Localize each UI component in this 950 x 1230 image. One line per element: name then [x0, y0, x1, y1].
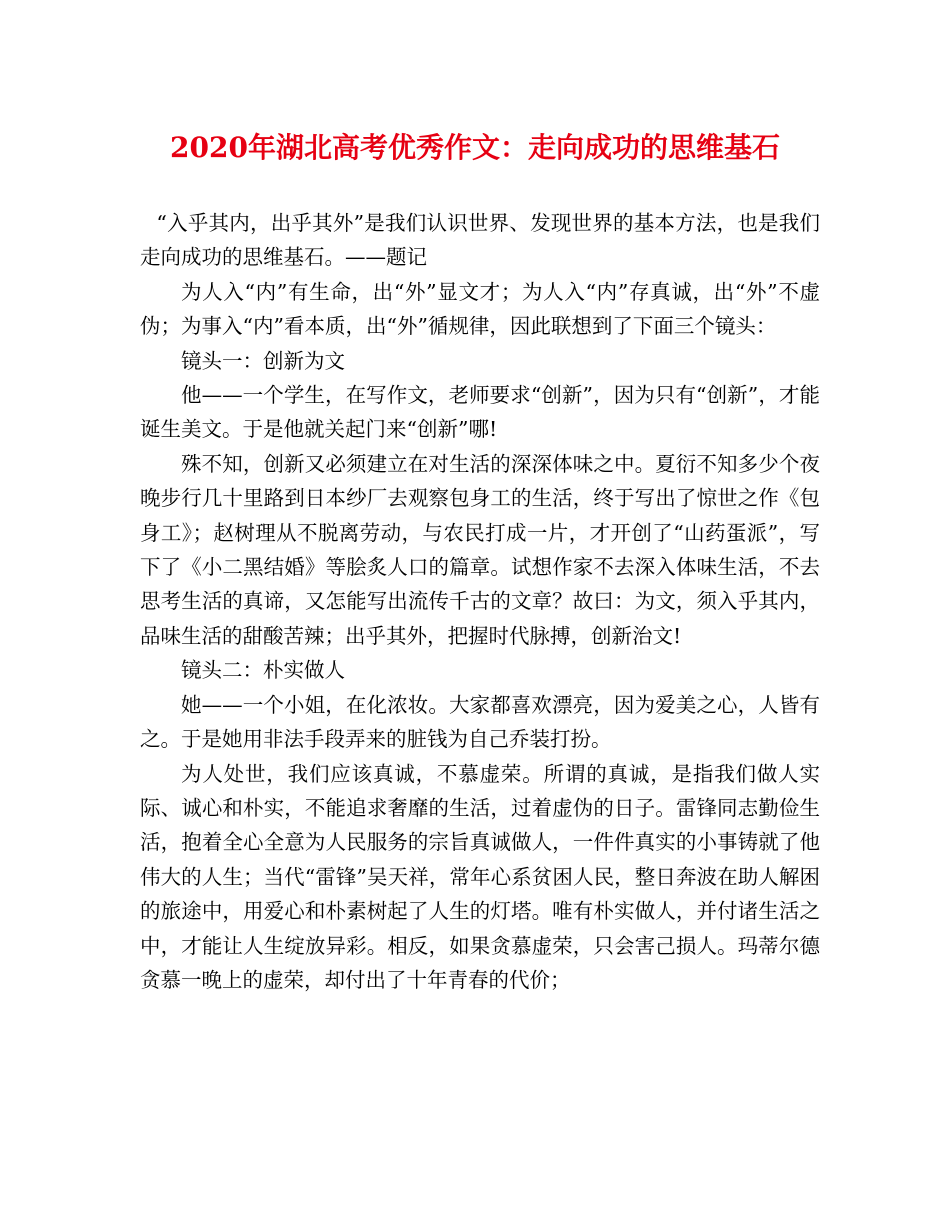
- paragraph-epigraph: “入乎其内，出乎其外”是我们认识世界、发现世界的基本方法，也是我们走向成功的思维基石。——题记: [140, 211, 820, 270]
- paragraph: 殊不知，创新又必须建立在对生活的深深体味之中。夏衍不知多少个夜晚步行几十里路到日本纱厂去观察包身工的生活，终于写出了惊世之作《包身工》；赵树理从不脱离劳动，与农民打成一片，才开创了“山药蛋派”，写下了《小二黑结婚》等脍炙人口的篇章。试想作家不去深入体味生活，不去思考生活的真谛，又怎能写出流传千古的文章？故曰：为文，须入乎其内，品味生活的甜酸苦辣；出乎其外，把握时代脉搏，创新治文!: [140, 451, 820, 648]
- paragraph-intro: 为人入“内”有生命，出“外”显文才；为人入“内”存真诚，出“外”不虚伪；为事入“内”看本质，出“外”循规律，因此联想到了下面三个镜头：: [140, 279, 820, 339]
- document-title: 2020年湖北高考优秀作文：走向成功的思维基石: [170, 131, 780, 164]
- paragraph: 他——一个学生，在写作文，老师要求“创新”，因为只有“创新”，才能诞生美文。于是他就关起门来“创新”哪!: [140, 383, 820, 442]
- section-heading-1: 镜头一：创新为文: [181, 348, 345, 373]
- document-body: [140, 206, 820, 997]
- section-heading-2: 镜头二：朴实做人: [181, 658, 345, 683]
- paragraph: 她——一个小姐，在化浓妆。大家都喜欢漂亮，因为爱美之心，人皆有之。于是她用非法手段弄来的脏钱为自己乔装打扮。: [140, 692, 820, 752]
- paragraph: 为人处世，我们应该真诚，不慕虚荣。所谓的真诚，是指我们做人实际、诚心和朴实，不能追求奢靡的生活，过着虚伪的日子。雷锋同志勤俭生活，抱着全心全意为人民服务的宗旨真诚做人，一件件真实的小事铸就了他伟大的人生；当代“雷锋”吴天祥，常年心系贫困人民，整日奔波在助人解困的旅途中，用爱心和朴素树起了人生的灯塔。唯有朴实做人，并付诸生活之中，才能让人生绽放异彩。相反，如果贪慕虚荣，只会害己损人。玛蒂尔德贪慕一晚上的虚荣，却付出了十年青春的代价；: [140, 761, 820, 992]
